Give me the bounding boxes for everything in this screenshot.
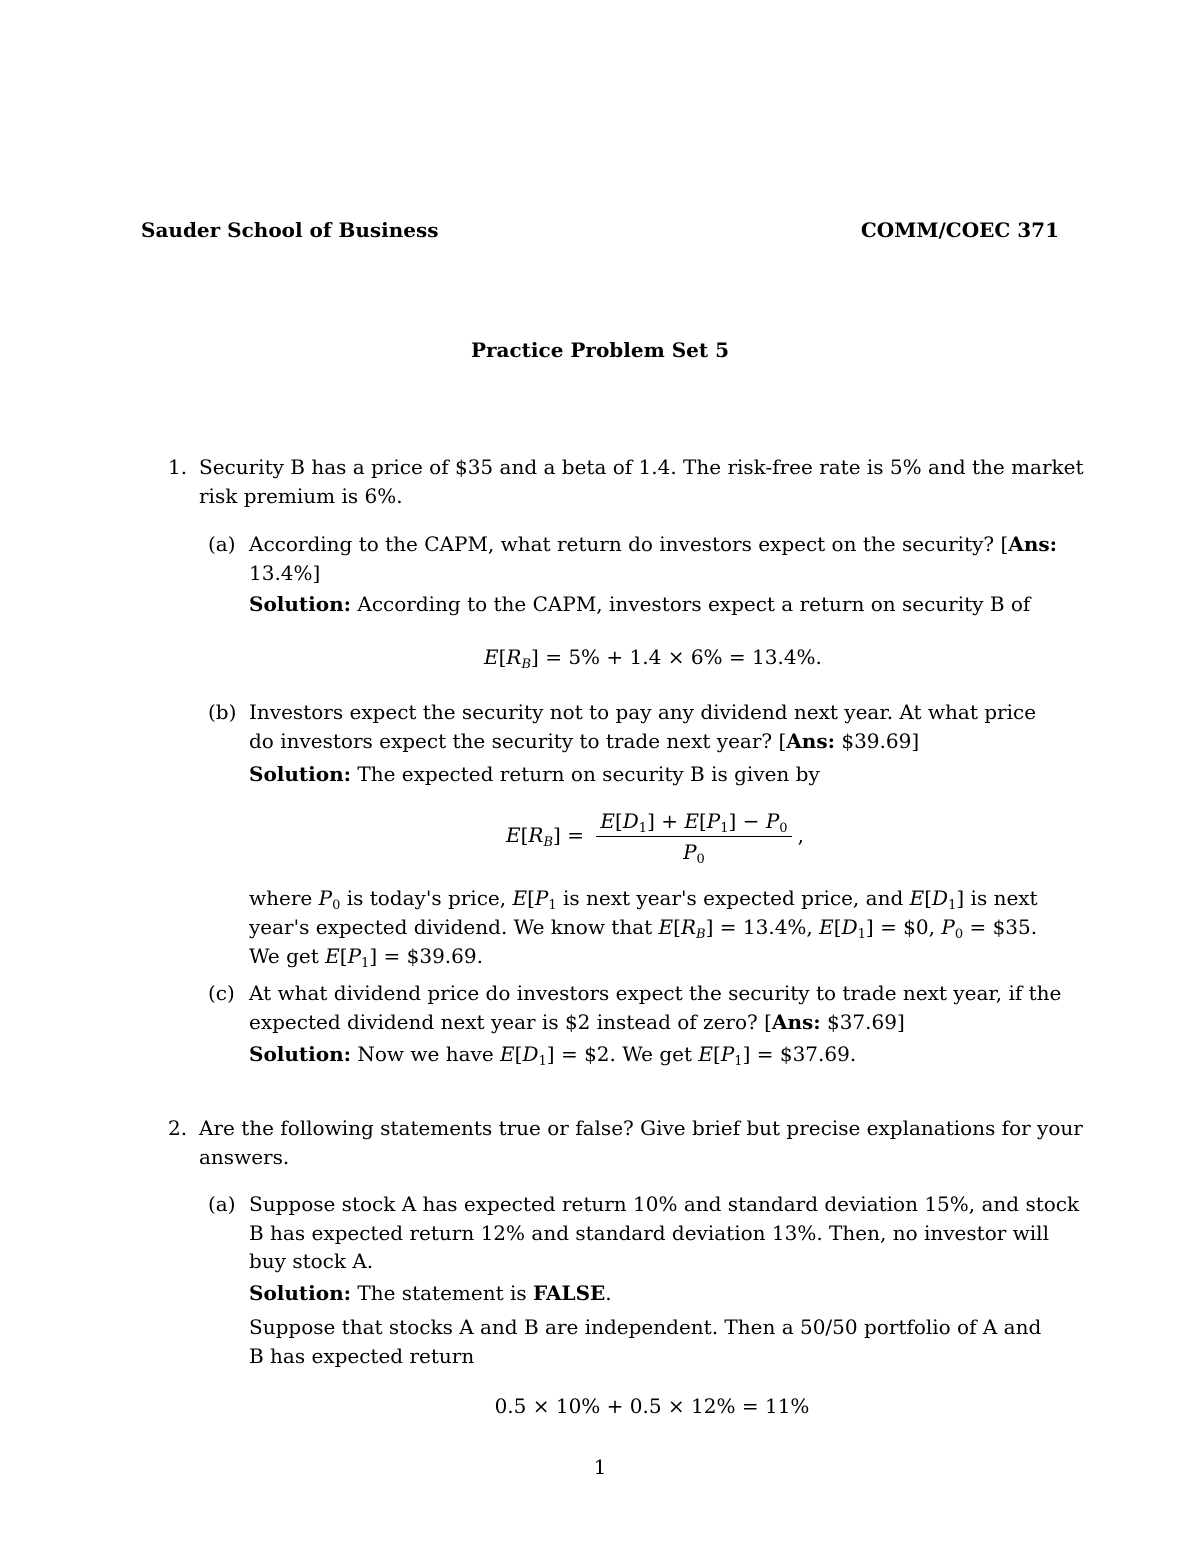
problem-2a-para-line2: B has expected return [249,1344,475,1368]
problem-1a-question-line1: According to the CAPM, what return do investors expect on the security? [Ans: [249,532,1057,556]
course-code: COMM/COEC 371 [860,218,1059,242]
problem-2a-para-line1: Suppose that stocks A and B are independent. Then a 50/50 portfolio of A and [249,1315,1042,1339]
solution-label: Solution: [249,592,352,616]
problem-1b-where-line2: year's expected dividend. We know that $E[R_B] = 13.4\%$, $E[D_1]$ = $0, $P_0$ = $35. [249,915,1038,942]
problem-1-number: 1. [168,455,188,479]
problem-1-text-line2: risk premium is 6%. [199,484,403,508]
problem-1a-solution: Solution: According to the CAPM, investors expect a return on security B of [249,592,1031,616]
school-name: Sauder School of Business [141,218,439,242]
solution-label: Solution: [249,1042,352,1066]
problem-2a-line1: Suppose stock A has expected return 10% and standard deviation 15%, and stock [249,1192,1080,1216]
problem-2a-label: (a) [208,1192,236,1216]
page-title: Practice Problem Set 5 [470,338,730,362]
problem-1c-question-line2: expected dividend next year is $2 instead of zero? [Ans: $37.69] [249,1010,905,1034]
return-fraction: $\frac{E[D_1] + E[P_1] - P_0}{P_0}$ [596,808,791,865]
solution-label: Solution: [249,1281,352,1305]
problem-1b-solution: Solution: The expected return on security B is given by [249,762,820,786]
page-number: 1 [593,1455,607,1479]
problem-1c-question-line1: At what dividend price do investors expect the security to trade next year, if the [249,981,1062,1005]
problem-2a-solution: Solution: The statement is FALSE. [249,1281,612,1305]
problem-1a-question-line2: 13.4%] [249,561,321,585]
problem-2a-line2: B has expected return 12% and standard deviation 13%. Then, no investor will [249,1221,1049,1245]
problem-1b-question-line1: Investors expect the security not to pay any dividend next year. At what price [249,700,1037,724]
problem-1a-label: (a) [208,532,236,556]
problem-1a-equation: $E[R_B] = 5\% + 1.4 \times 6\% = 13.4\%$. [484,645,822,672]
problem-1b-where-line1: where $P_0$ is today's price, $E[P_1$ is next year's expected price, and $E[D_1]$ is next [249,886,1038,913]
problem-2a-equation: 0.5 × 10% + 0.5 × 12% = 11% [494,1394,810,1418]
problem-1-text-line1: Security B has a price of $35 and a beta of 1.4. The risk-free rate is 5% and the market [199,455,1084,479]
problem-2-text-line1: Are the following statements true or false? Give brief but precise explanations for your [199,1116,1083,1140]
problem-1c-solution: Solution: Now we have $E[D_1]$ = $2. We get $E[P_1]$ = $37.69. [249,1042,857,1069]
solution-label: Solution: [249,762,352,786]
problem-1b-label: (b) [208,700,237,724]
problem-1b-where-line3: We get $E[P_1]$ = $39.69. [249,944,483,971]
problem-1b-question-line2: do investors expect the security to trade next year? [Ans: $39.69] [249,729,920,753]
ans-label: Ans: [1008,532,1057,556]
problem-1c-label: (c) [208,981,235,1005]
problem-2a-line3: buy stock A. [249,1249,374,1273]
problem-2-text-line2: answers. [199,1145,290,1169]
problem-1b-fraction-equation: $E[R_B]$ = $\frac{E[D_1] + E[P_1] - P_0}{P_0}$ , [506,809,804,867]
verdict: FALSE [533,1281,606,1305]
problem-2-number: 2. [168,1116,188,1140]
